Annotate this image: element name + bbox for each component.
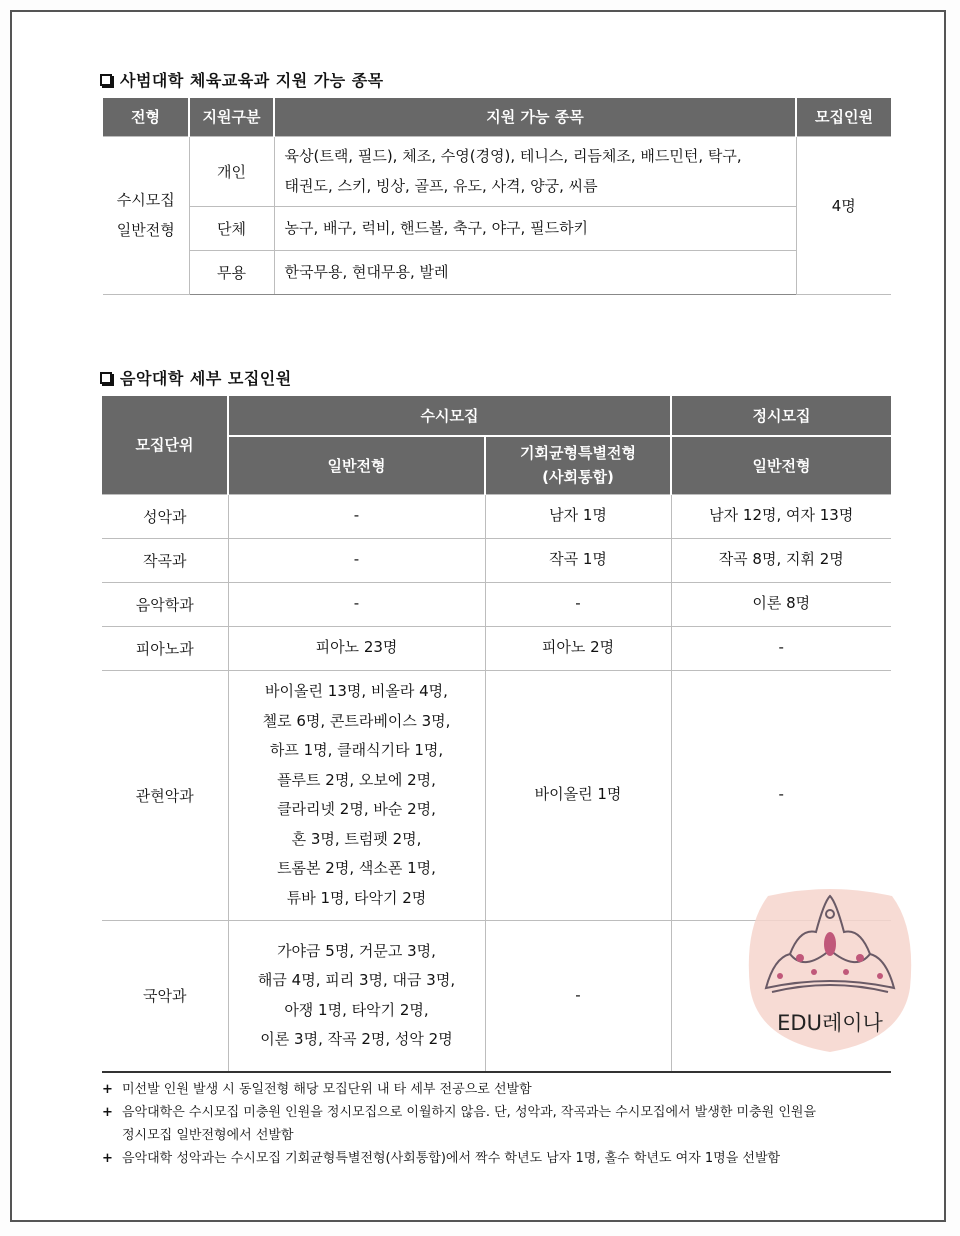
quota-cell <box>796 136 891 294</box>
sports-cell <box>274 206 796 250</box>
jeongsi-general-cell <box>671 626 891 670</box>
note-text: 미선발 인원 발생 시 동일전형 해당 모집단위 내 타 세부 전공으로 선발함 <box>122 1082 532 1097</box>
susi-special-cell <box>485 920 671 1072</box>
cell-line: 하프 1명, 클래식기타 1명, <box>269 741 444 759</box>
cell-line: - <box>575 594 581 613</box>
section1-title-text: 사범대학 체육교육과 지원 가능 종목 <box>120 71 384 90</box>
susi-special-cell <box>485 582 671 626</box>
note-bullet: + <box>102 1082 113 1097</box>
cell-line: 작곡 8명, 지휘 2명 <box>718 550 844 569</box>
sports-line: 한국무용, 현대무용, 발레 <box>284 263 449 281</box>
sports-line: 태권도, 스키, 빙상, 골프, 유도, 사격, 양궁, 씨름 <box>284 177 598 195</box>
sports-cell <box>274 136 796 206</box>
cell-line: 작곡 1명 <box>549 550 607 569</box>
unit-cell: 국악과 <box>102 920 228 1072</box>
cell-line: 혼 3명, 트럼펫 2명, <box>291 829 422 848</box>
cell-line: 플루트 2명, 오보에 2명, <box>277 770 436 789</box>
section2-title-text: 음악대학 세부 모집인원 <box>120 369 292 388</box>
quota-value: 4명 <box>831 196 856 215</box>
checkbox-icon <box>100 372 112 384</box>
note-text <box>122 1101 816 1147</box>
admission-type-cell <box>103 136 189 294</box>
header-category: 지원구분 <box>189 98 274 136</box>
note-text: 음악대학 성악과는 수시모집 기회균형특별전형(사회통합)에서 짝수 학년도 남자 1명, 홀수 학년도 여자 1명을 선발함 <box>122 1151 781 1166</box>
unit-cell: 관현악과 <box>102 670 228 920</box>
header-susi: 수시모집 <box>228 396 671 436</box>
header-sports: 지원 가능 종목 <box>274 98 796 136</box>
cell-line: 남자 12명, 여자 13명 <box>709 506 854 525</box>
header-jeongsi-general: 일반전형 <box>671 436 891 494</box>
jeongsi-general-cell <box>671 494 891 538</box>
cell-line: - <box>353 506 360 525</box>
cell-line: - <box>353 550 360 569</box>
unit-cell: 음악학과 <box>102 582 228 626</box>
table-row <box>103 206 891 250</box>
cell-line: 아쟁 1명, 타악기 2명, <box>284 1000 429 1019</box>
cell-line: 바이올린 13명, 비올라 4명, <box>265 682 448 700</box>
susi-general-cell <box>228 920 485 1072</box>
note-text-line2: 정시모집 일반전형에서 선발함 <box>122 1128 294 1143</box>
cell-line: 남자 1명 <box>549 506 607 525</box>
category-cell: 무용 <box>189 250 274 294</box>
category-cell: 개인 <box>189 136 274 206</box>
note-item <box>102 1147 892 1170</box>
jeongsi-general-cell <box>671 670 891 920</box>
admission-type-line1: 수시모집 <box>116 191 175 209</box>
section1-title <box>100 68 384 91</box>
note-item <box>102 1101 892 1147</box>
table-header-row <box>103 98 891 136</box>
header-susi-special-line2: (사회통합) <box>542 468 614 487</box>
notes <box>102 1078 892 1170</box>
jeongsi-general-cell <box>671 582 891 626</box>
header-susi-general: 일반전형 <box>228 436 485 494</box>
cell-line: 이론 3명, 작곡 2명, 성악 2명 <box>260 1030 453 1049</box>
cell-line: 클라리넷 2명, 바순 2명, <box>277 800 436 818</box>
cell-line: - <box>778 785 784 804</box>
cell-line: 가야금 5명, 거문고 3명, <box>277 941 436 960</box>
cell-line: - <box>778 638 784 657</box>
watermark-logo <box>744 888 916 1056</box>
table-row <box>103 136 891 206</box>
header-susi-special <box>485 436 671 494</box>
table-header-row <box>102 396 891 436</box>
cell-line: 이론 8명 <box>752 594 811 613</box>
unit-cell: 성악과 <box>102 494 228 538</box>
susi-special-cell <box>485 670 671 920</box>
table-row <box>102 538 891 582</box>
cell-line: 바이올린 1명 <box>534 785 622 804</box>
cell-line: 피아노 23명 <box>315 638 398 657</box>
note-bullet: + <box>102 1151 113 1166</box>
cell-line: 트롬본 2명, 색소폰 1명, <box>277 859 436 877</box>
table-row <box>102 494 891 538</box>
note-bullet: + <box>102 1105 113 1120</box>
table-row <box>102 670 891 920</box>
crown-icon <box>744 888 916 1056</box>
checkbox-icon <box>100 74 112 86</box>
susi-special-cell <box>485 626 671 670</box>
header-type: 전형 <box>103 98 189 136</box>
cell-line: 피아노 2명 <box>541 638 615 657</box>
susi-general-cell <box>228 582 485 626</box>
header-quota: 모집인원 <box>796 98 891 136</box>
cell-line: 해금 4명, 피리 3명, 대금 3명, <box>257 971 456 990</box>
jeongsi-general-cell <box>671 538 891 582</box>
susi-special-cell <box>485 494 671 538</box>
header-unit: 모집단위 <box>102 396 228 494</box>
cell-line: 첼로 6명, 콘트라베이스 3명, <box>262 711 451 730</box>
table-row <box>102 582 891 626</box>
susi-special-cell <box>485 538 671 582</box>
cell-line: 튜바 1명, 타악기 2명 <box>286 888 427 907</box>
unit-cell: 작곡과 <box>102 538 228 582</box>
cell-line: - <box>575 986 581 1004</box>
header-jeongsi: 정시모집 <box>671 396 891 436</box>
susi-general-cell <box>228 626 485 670</box>
table-row <box>102 626 891 670</box>
header-susi-special-line1: 기회균형특별전형 <box>520 444 636 463</box>
watermark-text: EDU레이나 <box>777 1011 883 1035</box>
cell-line: - <box>353 594 360 613</box>
note-text-line1: 음악대학은 수시모집 미충원 인원을 정시모집으로 이월하지 않음. 단, 성악과, 작곡과는 수시모집에서 발생한 미충원 인원을 <box>122 1105 817 1120</box>
pe-sports-table <box>103 98 891 295</box>
category-cell: 단체 <box>189 206 274 250</box>
table-row <box>103 250 891 294</box>
sports-line: 농구, 배구, 럭비, 핸드볼, 축구, 야구, 필드하키 <box>284 219 589 237</box>
susi-general-cell <box>228 494 485 538</box>
admission-type-line2: 일반전형 <box>116 221 175 239</box>
sports-line: 육상(트랙, 필드), 체조, 수영(경영), 테니스, 리듬체조, 배드민턴, 탁구, <box>284 147 742 165</box>
susi-general-cell <box>228 670 485 920</box>
sports-cell <box>274 250 796 294</box>
susi-general-cell <box>228 538 485 582</box>
unit-cell: 피아노과 <box>102 626 228 670</box>
section2-title <box>100 366 292 389</box>
note-item <box>102 1078 892 1101</box>
